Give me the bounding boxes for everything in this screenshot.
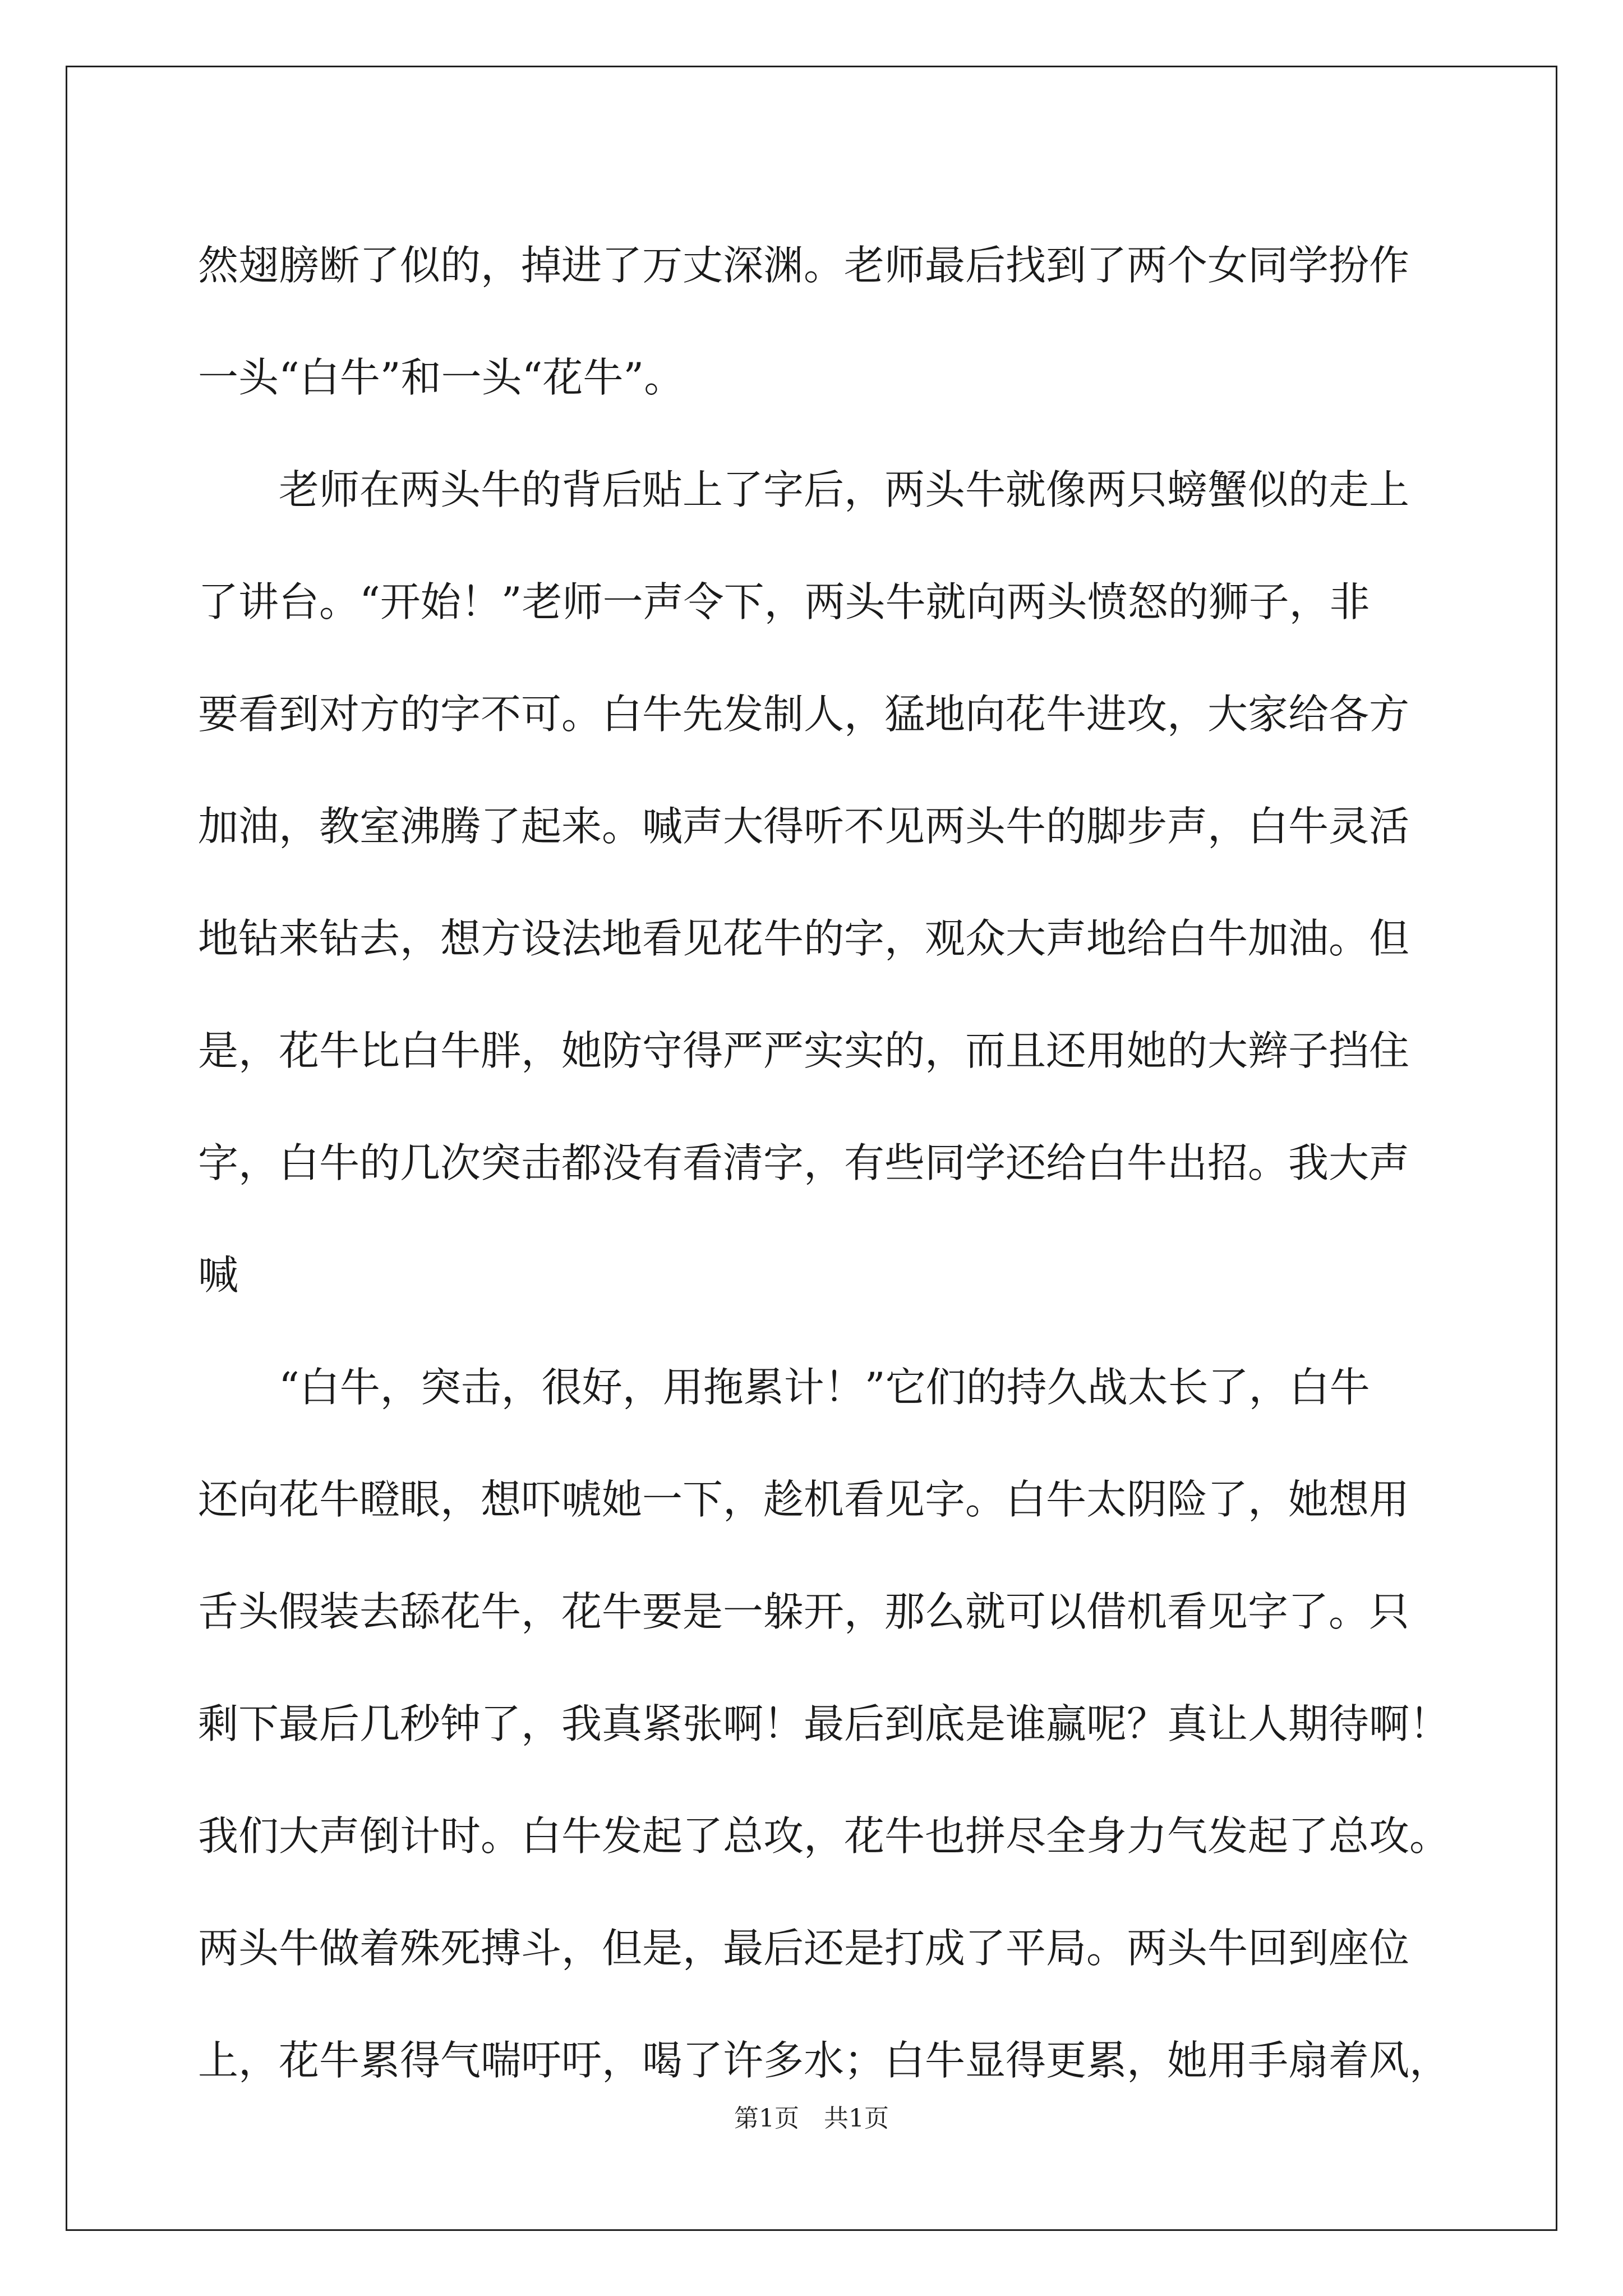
text-line: 地钻来钻去，想方设法地看见花牛的字，观众大声地给白牛加油。但 — [198, 915, 1410, 962]
text-line: 上，花牛累得气喘吁吁，喝了许多水；白牛显得更累，她用手扇着风， — [198, 2037, 1450, 2084]
text-line: 舌头假装去舔花牛，花牛要是一躲开，那么就可以借机看见字了。只 — [198, 1588, 1410, 1635]
text-line: 还向花牛瞪眼，想吓唬她一下，趁机看见字。白牛太阴险了，她想用 — [198, 1476, 1410, 1523]
text-line: 老师在两头牛的背后贴上了字后，两头牛就像两只螃蟹似的走上 — [279, 466, 1410, 513]
text-line: 一头“白牛”和一头“花牛”。 — [198, 354, 685, 401]
text-line: 我们大声倒计时。白牛发起了总攻，花牛也拼尽全身力气发起了总攻。 — [198, 1812, 1450, 1860]
text-line: “白牛，突击，很好，用拖累计！”它们的持久战太长了，白牛 — [279, 1364, 1370, 1411]
text-line: 然翅膀断了似的，掉进了万丈深渊。老师最后找到了两个女同学扮作 — [198, 242, 1410, 289]
text-line: 是，花牛比白牛胖，她防守得严严实实的，而且还用她的大辫子挡住 — [198, 1027, 1410, 1074]
text-line: 要看到对方的字不可。白牛先发制人，猛地向花牛进攻，大家给各方 — [198, 691, 1410, 738]
text-line: 了讲台。“开始！”老师一声令下，两头牛就向两头愤怒的狮子，非 — [198, 578, 1370, 625]
page-number-footer: 第1页 共1页 — [734, 2104, 889, 2133]
text-line: 加油，教室沸腾了起来。喊声大得听不见两头牛的脚步声，白牛灵活 — [198, 803, 1410, 850]
document-body — [198, 209, 1450, 2116]
text-line: 剩下最后几秒钟了，我真紧张啊！最后到底是谁赢呢？真让人期待啊！ — [198, 1700, 1450, 1747]
text-line: 喊 — [198, 1251, 239, 1299]
text-line: 字，白牛的几次突击都没有看清字，有些同学还给白牛出招。我大声 — [198, 1139, 1410, 1186]
text-line: 两头牛做着殊死搏斗，但是，最后还是打成了平局。两头牛回到座位 — [198, 1925, 1410, 1972]
